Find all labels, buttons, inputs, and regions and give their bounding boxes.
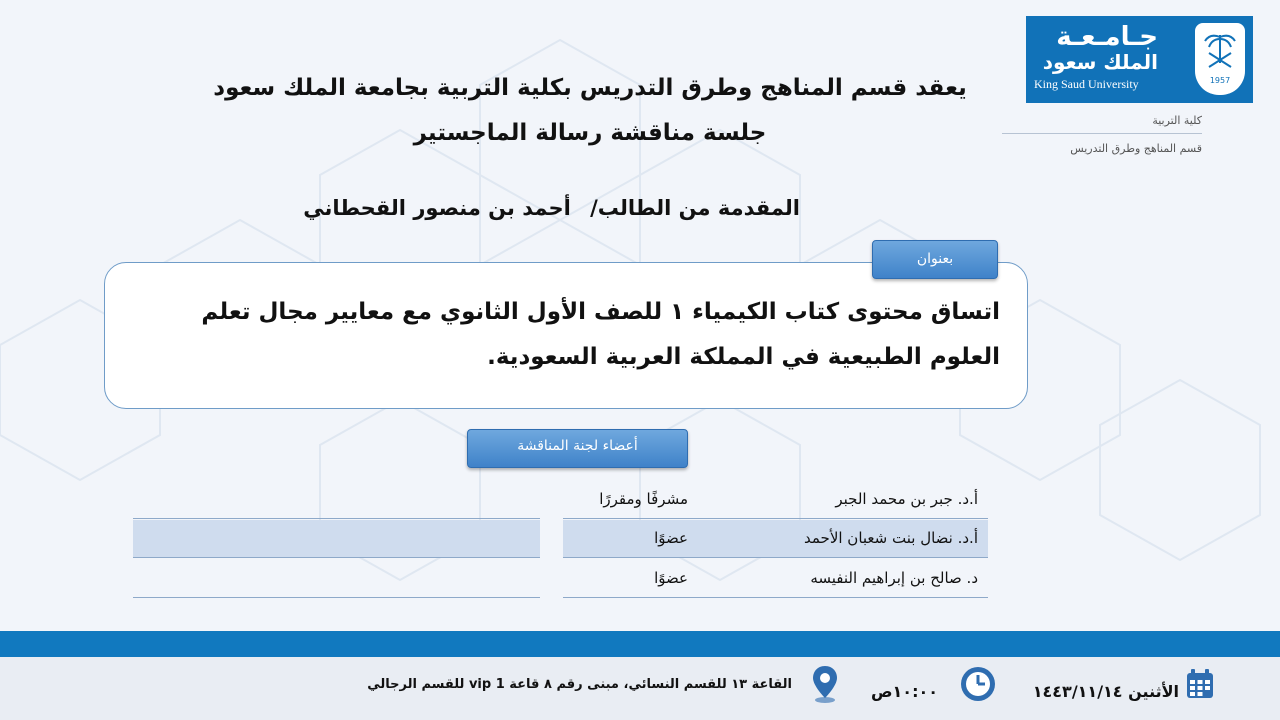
logo-english: King Saud University	[1034, 77, 1139, 91]
member-role: مشرفًا ومقررًا	[599, 490, 688, 508]
logo-year: 1957	[1209, 76, 1231, 85]
student-name: أحمد بن منصور القحطاني	[303, 196, 571, 220]
student-line	[300, 196, 800, 220]
department-name: قسم المناهج وطرق التدريس	[1070, 142, 1202, 155]
logo-arabic-line2: الملك سعود	[1042, 50, 1158, 74]
committee-row-blank	[133, 520, 540, 558]
event-location: القاعة ١٣ للقسم النسائي، مبنى رقم ٨ قاعة vip 1 للقسم الرجالي	[367, 677, 792, 692]
committee-row	[563, 560, 988, 598]
divider	[1002, 133, 1202, 134]
ksu-logo	[1026, 16, 1253, 103]
clock-icon	[959, 665, 997, 703]
committee-row	[563, 520, 988, 558]
department-block	[1012, 114, 1202, 155]
committee-label-pill: أعضاء لجنة المناقشة	[467, 429, 688, 468]
calendar-icon	[1185, 668, 1215, 700]
committee-row	[563, 481, 988, 519]
event-time: ١٠:٠٠ص	[871, 682, 938, 701]
member-name: د. صالح بن إبراهيم النفيسه	[810, 569, 978, 587]
member-role: عضوًا	[654, 529, 688, 547]
thesis-label-pill: بعنوان	[872, 240, 998, 279]
announcement-heading: يعقد قسم المناهج وطرق التدريس بكلية التربية بجامعة الملك سعود	[213, 75, 967, 101]
committee-row-blank	[133, 481, 540, 519]
location-pin-icon	[810, 664, 840, 704]
student-label: المقدمة من الطالب/	[590, 196, 800, 220]
college-name: كلية التربية	[1152, 114, 1202, 127]
thesis-title: اتساق محتوى كتاب الكيمياء ١ للصف الأول الثانوي مع معايير مجال تعلم العلوم الطبيعية في المملكة العربية السعودية.	[201, 299, 1000, 370]
event-date: الأثنين ١٤٤٣/١١/١٤	[1032, 682, 1179, 701]
palm-seal-icon	[1195, 23, 1245, 95]
member-name: أ.د. جبر بن محمد الجبر	[835, 490, 978, 508]
committee-row-blank	[133, 560, 540, 598]
member-role: عضوًا	[654, 569, 688, 587]
member-name: أ.د. نضال بنت شعبان الأحمد	[804, 529, 978, 547]
logo-arabic-line1: جـامـعـة	[1056, 22, 1158, 52]
footer-band	[0, 631, 1280, 657]
session-heading: جلسة مناقشة رسالة الماجستير	[413, 120, 767, 146]
